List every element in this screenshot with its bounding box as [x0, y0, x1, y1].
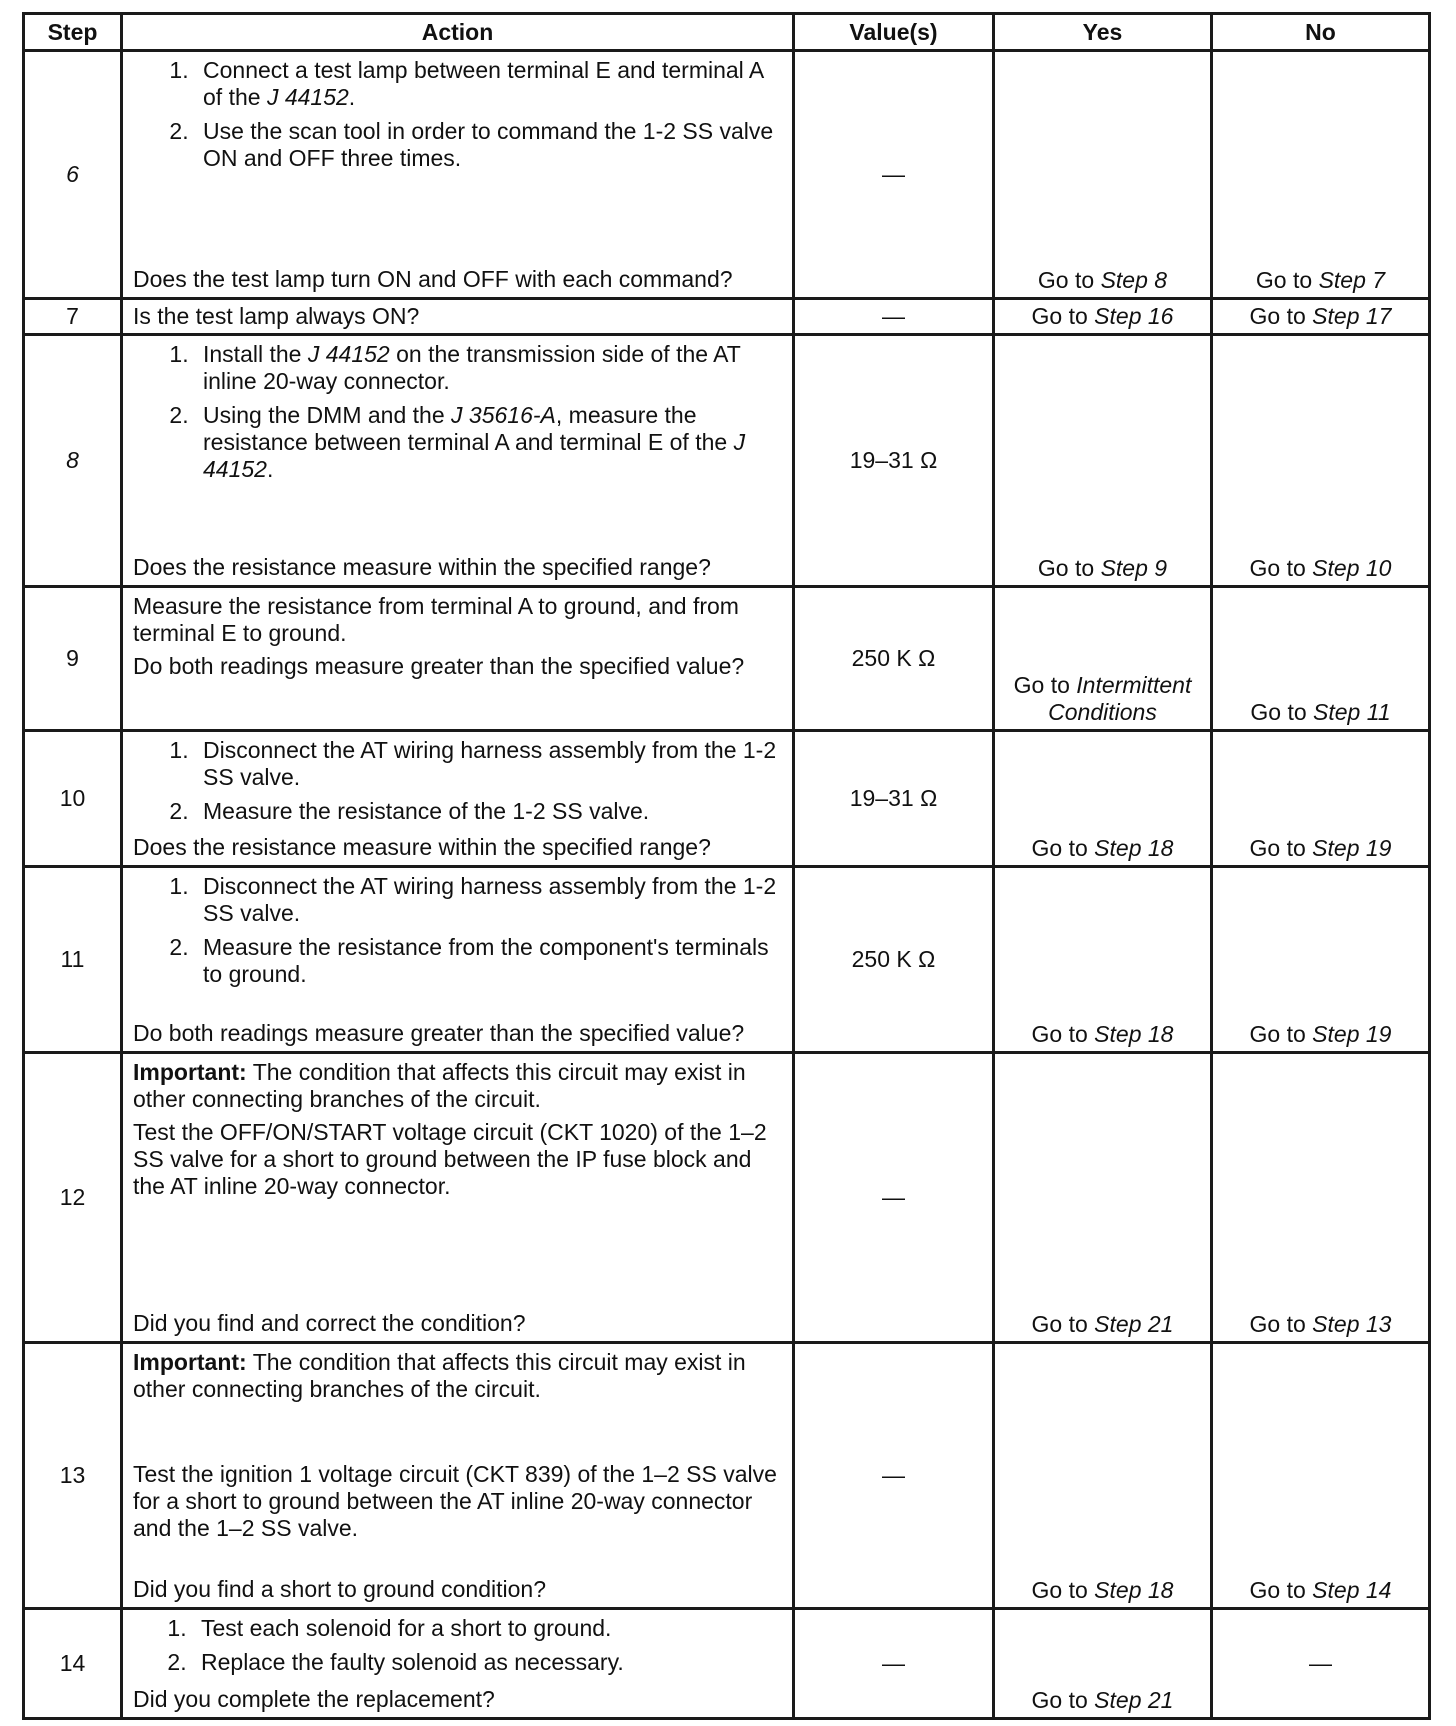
important-note: Important: The condition that affects this circuit may exist in other connecting branches of the circuit.	[133, 1059, 746, 1112]
instruction-text: Test the OFF/ON/START voltage circuit (CKT 1020) of the 1–2 SS valve for a short to ground between the IP fuse block and the AT inline 20-way connector.	[133, 1119, 767, 1199]
list-item: 1. Install the J 44152 on the transmission side of the AT inline 20-way connector.	[195, 341, 780, 395]
table-row	[24, 299, 1430, 335]
action-cell	[122, 51, 794, 299]
list-item: 2. Use the scan tool in order to command the 1-2 SS valve ON and OFF three times.	[195, 118, 780, 172]
no-cell: Go to Step 14	[1212, 1343, 1430, 1609]
instruction-text: Measure the resistance from terminal A to ground, and from terminal E to ground.	[133, 593, 739, 646]
step-number: 10	[24, 731, 122, 867]
value-cell: 19–31 Ω	[794, 731, 994, 867]
table-row	[24, 1609, 1430, 1719]
action-list	[133, 1615, 780, 1683]
diagnostic-table	[22, 12, 1431, 1720]
question-text: Does the test lamp turn ON and OFF with each command?	[133, 266, 733, 292]
list-item: 2. Replace the faulty solenoid as necessary.	[193, 1649, 780, 1676]
value-cell: —	[794, 1343, 994, 1609]
action-cell	[122, 867, 794, 1053]
yes-cell: Go to Step 18	[994, 731, 1212, 867]
value-cell: 19–31 Ω	[794, 335, 994, 587]
value-cell: —	[794, 51, 994, 299]
question-text: Do both readings measure greater than the specified value?	[133, 1020, 745, 1046]
yes-cell: Go to Step 8	[994, 51, 1212, 299]
table-row	[24, 587, 1430, 731]
table-row	[24, 731, 1430, 867]
yes-cell: Go to Step 16	[994, 299, 1212, 335]
header-action: Action	[122, 14, 794, 51]
list-item: 2. Measure the resistance from the component's terminals to ground.	[195, 934, 780, 988]
step-number: 6	[24, 51, 122, 299]
question-text: Does the resistance measure within the specified range?	[133, 834, 711, 860]
list-item: 1. Disconnect the AT wiring harness assembly from the 1-2 SS valve.	[195, 873, 780, 927]
list-item: 1. Connect a test lamp between terminal E and terminal A of the J 44152.	[195, 57, 780, 111]
action-cell	[122, 1343, 794, 1609]
step-number: 7	[24, 299, 122, 335]
header-values: Value(s)	[794, 14, 994, 51]
table-row	[24, 1343, 1430, 1609]
no-cell: Go to Step 13	[1212, 1053, 1430, 1343]
table-row	[24, 335, 1430, 587]
table-row	[24, 51, 1430, 299]
no-cell: —	[1212, 1609, 1430, 1719]
yes-cell: Go to Step 18	[994, 1343, 1212, 1609]
action-list	[133, 57, 780, 179]
yes-cell: Go to Step 9	[994, 335, 1212, 587]
header-step: Step	[24, 14, 122, 51]
list-item: 2. Measure the resistance of the 1-2 SS valve.	[195, 798, 780, 825]
no-cell: Go to Step 19	[1212, 731, 1430, 867]
step-number: 11	[24, 867, 122, 1053]
step-number: 14	[24, 1609, 122, 1719]
yes-cell: Go to Step 18	[994, 867, 1212, 1053]
question-text: Did you find and correct the condition?	[133, 1310, 526, 1336]
step-number: 8	[24, 335, 122, 587]
list-item: 1. Test each solenoid for a short to ground.	[193, 1615, 780, 1642]
action-cell	[122, 335, 794, 587]
list-item: 2. Using the DMM and the J 35616-A, measure the resistance between terminal A and terminal E of the J 44152.	[195, 402, 780, 483]
action-cell	[122, 1609, 794, 1719]
action-cell	[122, 1053, 794, 1343]
instruction-text: Test the ignition 1 voltage circuit (CKT 839) of the 1–2 SS valve for a short to ground between the AT inline 20-way connector and the 1–2 SS valve.	[133, 1460, 777, 1541]
question-text: Does the resistance measure within the specified range?	[133, 554, 711, 580]
table-row	[24, 867, 1430, 1053]
header-yes: Yes	[994, 14, 1212, 51]
list-item: 1. Disconnect the AT wiring harness assembly from the 1-2 SS valve.	[195, 737, 780, 791]
question-text: Do both readings measure greater than the specified value?	[133, 653, 745, 679]
yes-cell: Go to Intermittent Conditions	[994, 587, 1212, 731]
step-number: 12	[24, 1053, 122, 1343]
no-cell: Go to Step 19	[1212, 867, 1430, 1053]
question-text: Is the test lamp always ON?	[133, 303, 420, 329]
step-number: 9	[24, 587, 122, 731]
value-cell: —	[794, 299, 994, 335]
question-text: Did you complete the replacement?	[133, 1686, 495, 1712]
table-row	[24, 1053, 1430, 1343]
step-number: 13	[24, 1343, 122, 1609]
no-cell: Go to Step 7	[1212, 51, 1430, 299]
action-list	[133, 737, 780, 832]
question-text: Did you find a short to ground condition?	[133, 1576, 546, 1602]
header-row	[24, 14, 1430, 51]
value-cell: —	[794, 1609, 994, 1719]
action-cell	[122, 299, 794, 335]
action-cell	[122, 587, 794, 731]
no-cell: Go to Step 11	[1212, 587, 1430, 731]
important-note: Important: The condition that affects this circuit may exist in other connecting branches of the circuit.	[133, 1349, 746, 1402]
action-cell	[122, 731, 794, 867]
value-cell: —	[794, 1053, 994, 1343]
no-cell: Go to Step 10	[1212, 335, 1430, 587]
value-cell: 250 K Ω	[794, 867, 994, 1053]
action-list	[133, 873, 780, 995]
yes-cell: Go to Step 21	[994, 1609, 1212, 1719]
yes-cell: Go to Step 21	[994, 1053, 1212, 1343]
diagnostic-table-document	[22, 12, 1428, 1720]
header-no: No	[1212, 14, 1430, 51]
value-cell: 250 K Ω	[794, 587, 994, 731]
action-list	[133, 341, 780, 490]
no-cell: Go to Step 17	[1212, 299, 1430, 335]
